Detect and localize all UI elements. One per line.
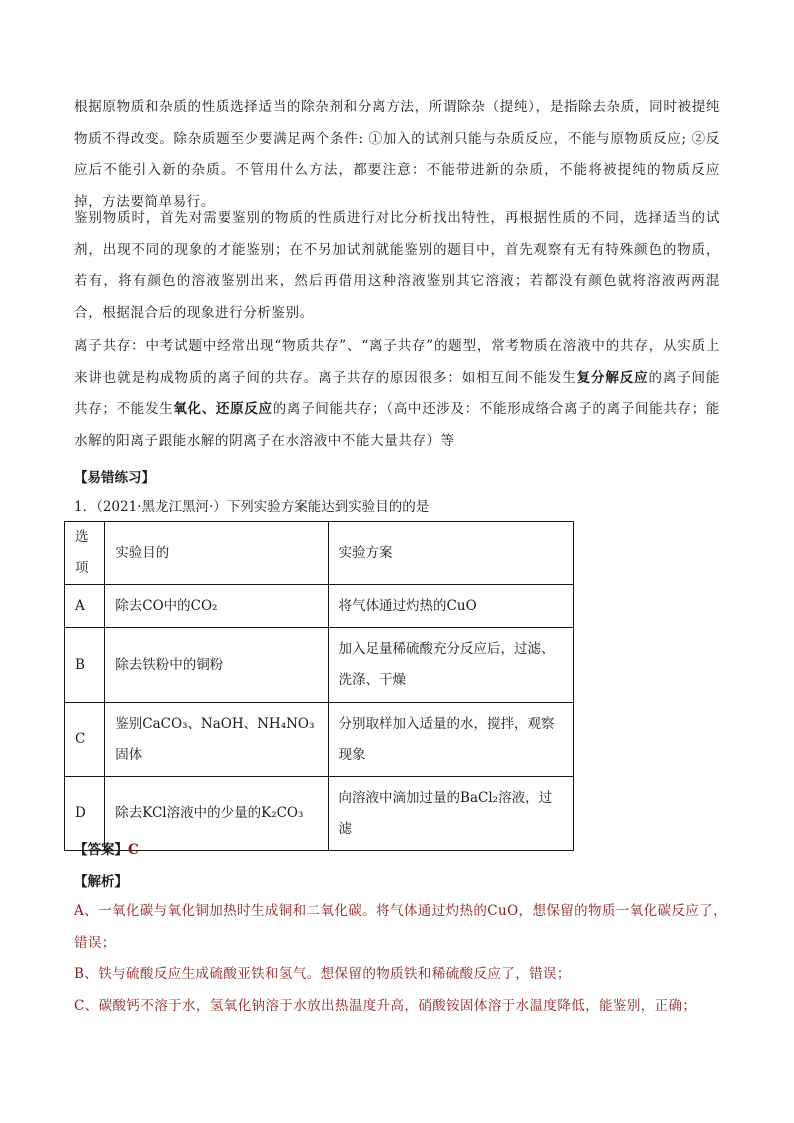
analysis-item-c: C、碳酸钙不溶于水，氢氧化钠溶于水放出热温度升高，硝酸铵固体溶于水温度降低，能鉴别，正确； — [74, 998, 697, 1014]
answer-value: C — [128, 842, 139, 858]
plan-cell: 加入足量稀硫酸充分反应后，过滤、洗涤、干燥 — [328, 628, 573, 703]
table-header-row — [65, 522, 574, 585]
option-cell: B — [65, 628, 105, 703]
plan-cell: 向溶液中滴加过量的BaCl₂溶液，过滤 — [328, 777, 573, 851]
option-cell: D — [65, 777, 105, 851]
analysis-item-a: A、一氧化碳与氧化铜加热时生成铜和二氧化碳。将气体通过灼热的CuO，想保留的物质一氧化碳反应了，错误； — [74, 903, 728, 951]
table-row — [65, 703, 574, 777]
ion-text-part-3: 的离子间能共存；（高中还涉及：不能形成络合离子的离子间能共存；能水解的阳离子跟能水解的阴离子在水溶液中不能大量共存）等 — [74, 401, 721, 449]
plan-cell: 将气体通过灼热的CuO — [328, 585, 573, 628]
header-goal: 实验目的 — [105, 522, 328, 585]
analysis-item-b: B、铁与硫酸反应生成硫酸亚铁和氢气。想保留的物质铁和稀硫酸反应了，错误； — [74, 966, 571, 982]
question-stem: 1．（2021·黑龙江黑河·）下列实验方案能达到实验目的的是 — [74, 499, 430, 515]
ion-text-part-1: 离子共存：中考试题中经常出现“物质共存”、“离子共存”的题型，常考物质在溶液中的共存，从实质上来讲也就是构成物质的离子间的共存。离子共存的原因很多：如相互间不能发生 — [74, 338, 720, 386]
table-row — [65, 777, 574, 851]
header-plan: 实验方案 — [328, 522, 573, 585]
section-heading: 【易错练习】 — [74, 470, 155, 486]
intro-paragraph-purification: 根据原物质和杂质的性质选择适当的除杂剂和分离方法，所谓除杂（提纯），是指除去杂质，同时被提纯物质不得改变。除杂质题至少要满足两个条件: ①加入的试剂只能与杂质反应，不能与原物质反应; ②反应后不能引入新的杂质。不管用什么方法，都要注意：不能带进新的杂质，不能将被提纯的物质反应掉，方法要简单易行。 — [74, 99, 720, 210]
options-table — [64, 521, 574, 851]
table-row — [65, 585, 574, 628]
answer-line — [74, 838, 139, 858]
ion-text-part-2: 的离子间能共存；不能发生 — [74, 369, 721, 417]
plan-cell: 分别取样加入适量的水，搅拌，观察现象 — [328, 703, 573, 777]
intro-paragraph-identification: 鉴别物质时，首先对需要鉴别的物质的性质进行对比分析找出特性，再根据性质的不同，选择适当的试剂，出现不同的现象的才能鉴别；在不另加试剂就能鉴别的题目中，首先观察有无有特殊颜色的物质，若有，将有颜色的溶液鉴别出来，然后再借用这种溶液鉴别其它溶液；若都没有颜色就将溶液两两混合，根据混合后的现象进行分析鉴别。 — [74, 210, 720, 321]
goal-cell: 鉴别CaCO₃、NaOH、NH₄NO₃固体 — [105, 703, 328, 777]
table-row — [65, 628, 574, 703]
option-cell: C — [65, 703, 105, 777]
ion-text-bold-2: 氧化、还原反应 — [173, 401, 273, 417]
intro-paragraph-ion-coexistence — [74, 331, 720, 457]
ion-text-bold-1: 复分解反应 — [576, 369, 649, 386]
answer-label: 【答案】 — [74, 842, 128, 858]
goal-cell: 除去铁粉中的铜粉 — [105, 628, 328, 703]
analysis-label: 【解析】 — [74, 874, 128, 890]
option-cell: A — [65, 585, 105, 628]
header-option: 选项 — [65, 522, 105, 585]
goal-cell: 除去CO中的CO₂ — [105, 585, 328, 628]
goal-cell: 除去KCl溶液中的少量的K₂CO₃ — [105, 777, 328, 851]
